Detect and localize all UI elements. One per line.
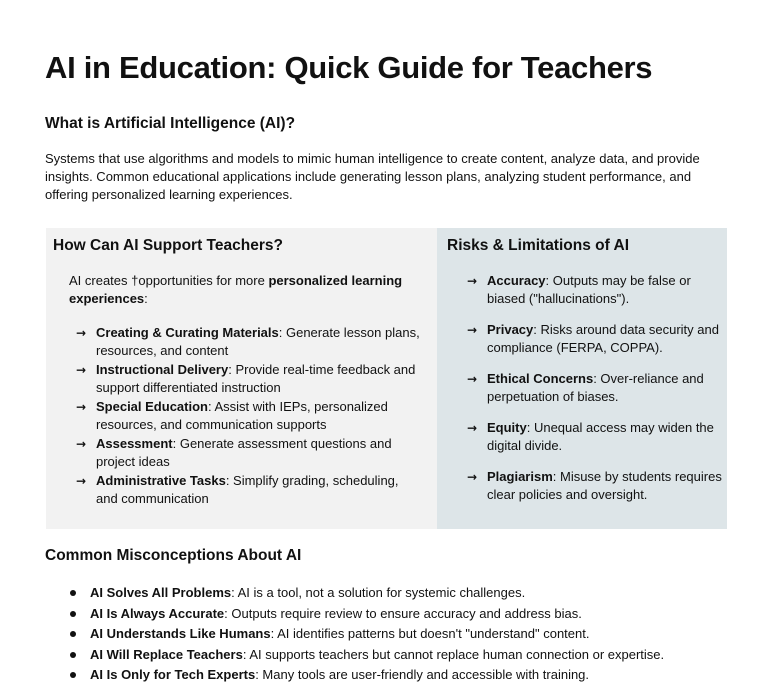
bullet-icon (70, 672, 76, 678)
risk-item (467, 419, 722, 455)
support-item (76, 435, 421, 471)
bullet-icon (70, 631, 76, 637)
risk-item-term: Accuracy (487, 273, 546, 288)
bullet-icon (70, 652, 76, 658)
risk-item-term: Ethical Concerns (487, 371, 594, 386)
bullet-icon (70, 611, 76, 617)
misconceptions-heading: Common Misconceptions About AI (45, 547, 302, 564)
arrow-right-icon: → (76, 363, 87, 377)
risk-item (467, 468, 722, 504)
risk-item (467, 321, 722, 357)
support-lead-colon: : (144, 291, 148, 306)
risks-heading: Risks & Limitations of AI (447, 237, 630, 254)
risk-item-term: Privacy (487, 322, 534, 337)
misconception-term: AI Understands Like Humans (90, 626, 271, 641)
misconception-term: AI Will Replace Teachers (90, 646, 243, 662)
support-lead-emphasis: personalized learning experiences (69, 273, 403, 306)
misconception-text: : Many tools are user-friendly and accessible with training. (255, 667, 590, 682)
arrow-right-icon: → (76, 437, 87, 451)
support-item-text: : Provide real-time feedback and support differentiated instruction (96, 362, 416, 395)
risk-item-text: : Outputs may be false or biased ("hallucinations"). (487, 273, 691, 306)
support-item-term: Instructional Delivery (96, 362, 229, 377)
risks-list (467, 272, 722, 517)
misconception-item (68, 624, 748, 645)
arrow-right-icon: → (467, 274, 478, 288)
risk-item-text: : Over-reliance and perpetuation of biases. (487, 371, 704, 404)
risk-item-text: : Unequal access may widen the digital divide. (487, 420, 714, 453)
support-item-term: Assessment (96, 436, 173, 451)
arrow-right-icon: → (467, 372, 478, 386)
support-item-text: : Generate assessment questions and project ideas (96, 436, 392, 469)
misconception-item (68, 665, 748, 686)
risk-item-text: : Misuse by students requires clear policies and oversight. (487, 469, 722, 502)
risk-item (467, 272, 722, 308)
support-item (76, 324, 421, 360)
support-item-text: : Simplify grading, scheduling, and communication (96, 473, 399, 506)
misconception-term: AI Is Always Accurate (90, 605, 225, 621)
misconception-term: AI Solves All Problems (90, 585, 232, 600)
misconception-item (68, 645, 748, 666)
bullet-icon (70, 590, 76, 596)
arrow-right-icon: → (467, 421, 478, 435)
support-panel (46, 228, 437, 529)
what-is-ai-heading: What is Artificial Intelligence (AI)? (45, 115, 296, 132)
risk-item-text: : Risks around data security and compliance (FERPA, COPPA). (487, 322, 719, 355)
arrow-right-icon: → (76, 400, 87, 414)
misconception-text: : Outputs require review to ensure accuracy and address bias. (224, 605, 582, 621)
arrow-right-icon: → (467, 470, 478, 484)
risk-item-term: Equity (487, 420, 527, 435)
support-item-term: Administrative Tasks (96, 473, 226, 488)
support-list (76, 324, 421, 509)
support-item-term: Creating & Curating Materials (96, 325, 279, 340)
support-item-text: : Generate lesson plans, resources, and content (96, 325, 420, 358)
arrow-right-icon: → (76, 326, 87, 340)
risk-item-term: Plagiarism (487, 469, 553, 484)
misconception-item (68, 583, 748, 604)
misconceptions-list (68, 583, 748, 686)
support-lead-text: AI creates †opportunities for more (69, 273, 269, 288)
arrow-right-icon: → (76, 474, 87, 488)
risks-panel (437, 228, 727, 529)
misconception-text: : AI identifies patterns but doesn't "understand" content. (270, 626, 590, 641)
arrow-right-icon: → (467, 323, 478, 337)
what-is-ai-body: Systems that use algorithms and models to mimic human intelligence to create content, analyze data, and provide insights. Common educational applications include generating lesson plans, analyzing student performance, and offering personalized learning experiences. (45, 151, 700, 202)
support-item (76, 472, 421, 508)
support-item-term: Special Education (96, 399, 208, 414)
support-item-text: : Assist with IEPs, personalized resources, and communication supports (96, 399, 388, 432)
support-item (76, 361, 421, 397)
page-title: AI in Education: Quick Guide for Teachers (45, 50, 653, 85)
support-heading: How Can AI Support Teachers? (53, 237, 283, 254)
misconception-item (68, 604, 748, 625)
misconception-term: AI Is Only for Tech Experts (90, 667, 256, 682)
support-lead (69, 272, 429, 308)
misconception-text: : AI is a tool, not a solution for systemic challenges. (231, 585, 526, 600)
support-item (76, 398, 421, 434)
risk-item (467, 370, 722, 406)
misconception-text: : AI supports teachers but cannot replace human connection or expertise. (242, 646, 665, 662)
